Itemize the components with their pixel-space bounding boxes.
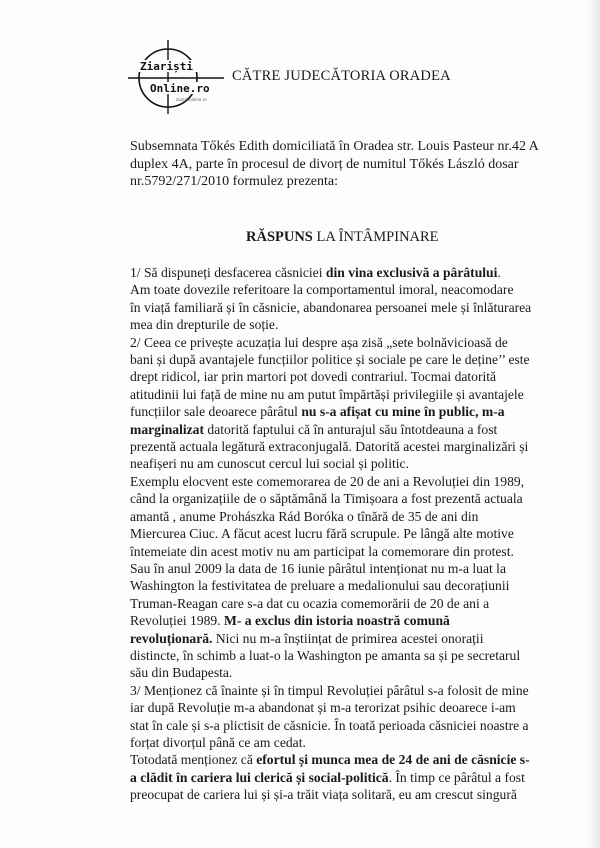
text-run: Truman-Reagan care s-a dat cu ocazia comemorării de 20 de ani a bbox=[130, 595, 490, 611]
text-run: drept ridicol, iar prin martori pot dovedi contrariul. Tocmai datorită bbox=[130, 369, 497, 385]
text-run: când la organizațiile de o săptămână la Timișoara a fost prezentă actuala bbox=[130, 491, 523, 507]
body-line bbox=[130, 334, 575, 351]
text-run: său din Budapesta. bbox=[130, 665, 233, 681]
body-line bbox=[130, 368, 575, 385]
logo-text-line1: Ziariști bbox=[140, 60, 193, 73]
logo-crosshair-icon bbox=[128, 38, 224, 114]
text-run: stat în cale și s-a plictisit de căsnicie. În toată perioada căsniciei noastre a bbox=[130, 717, 529, 733]
document-body bbox=[130, 264, 575, 804]
body-line bbox=[130, 612, 575, 629]
body-line bbox=[130, 525, 575, 542]
text-run: întemeiate din acest motiv nu am participat la comemorare din protest. bbox=[130, 543, 514, 559]
logo-text-line2: Online.ro bbox=[150, 82, 210, 95]
page-edge-shadow bbox=[586, 0, 600, 848]
text-run: în viață familiară și în căsnicie, abandonarea persoanei mele și înlăturarea bbox=[130, 299, 532, 315]
text-run: Miercurea Ciuc. A făcut acest lucru fără scrupule. Pe lângă alte motive bbox=[130, 526, 514, 542]
intro-line: duplex 4A, parte în procesul de divorț de numitul Tőkés László dosar bbox=[130, 156, 519, 172]
body-line bbox=[130, 438, 575, 455]
text-run: mea din drepturile de soție. bbox=[130, 317, 279, 333]
text-run: amantă , anume Prohászka Rád Boróka o tînără de 35 de ani din bbox=[130, 508, 479, 524]
body-line bbox=[130, 473, 575, 490]
body-line bbox=[130, 455, 575, 472]
title-bold: RĂSPUNS bbox=[246, 229, 313, 245]
body-line bbox=[130, 386, 575, 403]
text-run: Totodată menționez că bbox=[130, 752, 257, 768]
text-run: bani și după avantajele funcțiilor politice și sociale pe care le deține’’ este bbox=[130, 352, 530, 368]
text-run: Nici nu m-a înștiințat de primirea acestei onorații bbox=[212, 630, 484, 646]
text-run: prezentă actuala legătură extraconjugală. Datorită acestei marginalizări și bbox=[130, 439, 529, 455]
text-run: . În timp ce pârâtul a fost bbox=[388, 769, 525, 785]
logo-small-text: ziaristionline.ro bbox=[176, 97, 207, 102]
text-run: distincte, în schimb a luat-o la Washington pe amanta sa și pe secretarul bbox=[130, 647, 521, 663]
body-line bbox=[130, 351, 575, 368]
text-run: 3/ Menționez că înainte și în timpul Revoluției pârâtul s-a folosit de mine bbox=[130, 682, 529, 698]
bold-text: marginalizat bbox=[130, 421, 204, 437]
ziaristi-online-logo bbox=[128, 38, 224, 114]
body-line bbox=[130, 421, 575, 438]
text-run: Sau în anul 2009 la data de 16 iunie pârâtul intenționat nu m-a luat la bbox=[130, 560, 506, 576]
text-run: forțat divorțul până ce am cedat. bbox=[130, 734, 306, 750]
body-line bbox=[130, 264, 575, 281]
text-run: datorită faptului că în anturajul său întotdeauna a fost bbox=[204, 421, 498, 437]
text-run: 1/ Să dispuneți desfacerea căsniciei bbox=[130, 265, 326, 280]
text-run: Revoluției 1989. bbox=[130, 613, 225, 629]
text-run: Washington la festivitatea de preluare a medalionului sau decorațiunii bbox=[130, 578, 510, 594]
body-line bbox=[130, 769, 575, 786]
body-line bbox=[130, 403, 575, 420]
body-line bbox=[130, 699, 575, 716]
body-line bbox=[130, 717, 575, 734]
bold-text: din vina exclusivă a pârâtului bbox=[325, 265, 498, 280]
title-rest: LA ÎNTÂMPINARE bbox=[312, 229, 439, 245]
document-title bbox=[246, 229, 439, 246]
body-line bbox=[130, 630, 575, 647]
body-line bbox=[130, 560, 575, 577]
text-run: preocupat de cariera lui și și-a trăit viața solitară, eu am crescut singură bbox=[130, 787, 517, 803]
text-run: . bbox=[497, 265, 501, 280]
text-run: atitudinii lui față de mine nu am putut împărtăși privilegiile și avantajele bbox=[130, 386, 524, 402]
intro-paragraph bbox=[130, 138, 570, 191]
addressee-heading: CĂTRE JUDECĂTORIA ORADEA bbox=[232, 68, 451, 84]
bold-text: revoluționară. bbox=[130, 630, 213, 646]
body-line bbox=[130, 786, 575, 803]
body-line bbox=[130, 682, 575, 699]
body-line bbox=[130, 281, 575, 298]
bold-text: M- a exclus din istoria noastră comună bbox=[224, 613, 450, 629]
bold-text: efortul și munca mea de 24 de ani de căsnicie s- bbox=[256, 752, 530, 768]
body-line bbox=[130, 734, 575, 751]
text-run: neafișeri nu am cunoscut cercul lui social și politic. bbox=[130, 456, 409, 472]
intro-line: Subsemnata Tőkés Edith domiciliată în Oradea str. Louis Pasteur nr.42 A bbox=[130, 139, 539, 154]
text-run: Exemplu elocvent este comemorarea de 20 de ani a Revoluției din 1989, bbox=[130, 473, 525, 489]
text-run: iar după Revoluție m-a abandonat și m-a terorizat psihic deoarece i-am bbox=[130, 700, 516, 716]
bold-text: a clădit în cariera lui clerică și social-politică bbox=[130, 769, 389, 785]
body-line bbox=[130, 299, 575, 316]
body-line bbox=[130, 490, 575, 507]
text-run: Am toate dovezile referitoare la comportamentul imoral, neacomodare bbox=[130, 282, 514, 298]
body-line bbox=[130, 577, 575, 594]
text-run: funcțiilor sale deoarece pârâtul bbox=[130, 404, 302, 420]
text-run: 2/ Ceea ce privește acuzația lui despre așa zisă „sete bolnăvicioasă de bbox=[130, 334, 508, 350]
body-line bbox=[130, 664, 575, 681]
intro-line: nr.5792/271/2010 formulez prezenta: bbox=[130, 174, 338, 189]
body-line bbox=[130, 595, 575, 612]
body-line bbox=[130, 647, 575, 664]
body-line bbox=[130, 508, 575, 525]
body-line bbox=[130, 316, 575, 333]
body-line bbox=[130, 751, 575, 768]
bold-text: nu s-a afișat cu mine în public, m-a bbox=[301, 404, 505, 420]
body-line bbox=[130, 543, 575, 560]
